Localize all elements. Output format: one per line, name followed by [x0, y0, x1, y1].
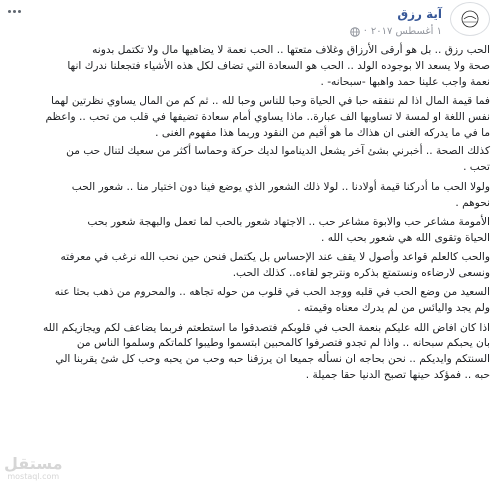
post-meta: ١ أغسطس ٢٠١٧ · [350, 26, 442, 37]
post-date[interactable]: ١ أغسطس ٢٠١٧ [370, 26, 442, 37]
author-name[interactable]: آية رزق [397, 7, 442, 21]
avatar-logo-icon [453, 10, 487, 28]
post-paragraph: الحب رزق .. بل هو أرقى الأرزاق وغلاف متعتها .. الحب نعمة لا يضاهيها مال ولا تكتمل بدونه صحة ولا يسعد الا بوجوده الولد .. الحب هو السعادة التي تضاف لكل هذه الأشياء فتجعلنا ندرك انها نعمة واجب علينا حمد واهبها -سبحانه- . [67, 44, 490, 88]
post-paragraph: كذلك الصحة .. أخبرني بشئ آخر يشعل الديناموا لديك حركة وحماسا أكثر من سعيك لتنال حب من تحب . [66, 145, 490, 174]
post-paragraph: الأمومة مشاعر حب والابوة مشاعر حب .. الاجتهاد شعور بالحب لما تعمل والبهجة شعور بحب الحياة وتقوى الله هي شعور بحب الله . [87, 216, 490, 244]
post-paragraph: ولولا الحب ما أدركنا قيمة أولادنا .. لولا ذلك الشعور الذي يوضع فينا دون اختيار منا .. شعور الحب نحوهم . [71, 181, 490, 210]
more-options-button[interactable] [4, 6, 24, 16]
more-options-icon [8, 10, 11, 13]
post-paragraph: اذا كان افاض الله عليكم بنعمة الحب في قلوبكم فتصدقوا ما استطعتم فربما يضاعف لكم ويجازيكم الله بان يحبكم سبحانه .. واذا لم تجدو فتصرفوا كالمحبين ابتسموا وطيبوا كلماتكم وسلموا الناس من السنتكم وايديكم .. نحن بحاجه ان نسأله جميعا ان يرزقنا حبه وحب من يحبه وحب كل شئ يقربنا الي حبه .. فمؤكد حينها تصبح الدنيا حقا جميلة . [42, 321, 490, 382]
watermark [4, 456, 63, 481]
globe-icon[interactable] [350, 27, 360, 37]
post-paragraph: السعيد من وضع الحب في قلبه ووجد الحب في قلوب من حوله تجاهه .. والمحروم من ذهب بحثا عنه ولم يجد واليائس من لم يدرك معناه وقيمته . [54, 285, 490, 314]
post-text [8, 43, 490, 387]
author-avatar[interactable] [450, 2, 490, 36]
post-paragraph: فما قيمة المال اذا لم ننفقه حبا في الحياة وحبا للناس وحبا لله .. ثم كم من المال يساوي نظرتين لهما نفس اللغة او لمسة لا تساويها الف عبارة.. ماذا يساوي أمام سعادة تضيفها في قلب من تحب .. واعظم ما في ما يدركه الغنى ان هذاك ما هو أقيم من النقود وربما هذا مفهوم الغنى . [45, 94, 490, 139]
watermark-arabic: مستقل [4, 454, 63, 473]
post-header [0, 0, 496, 38]
post-paragraph: والحب كالعلم قواعد وأصول لا يقف عند الإحساس بل يكتمل فنحن حين نحب الله نرغب في معرفته ونسعى لارضاءه ونستمتع بذكره ونترجو لقاءه.. كذلك الحب. [60, 250, 490, 279]
watermark-latin: mostaql.com [7, 472, 60, 481]
